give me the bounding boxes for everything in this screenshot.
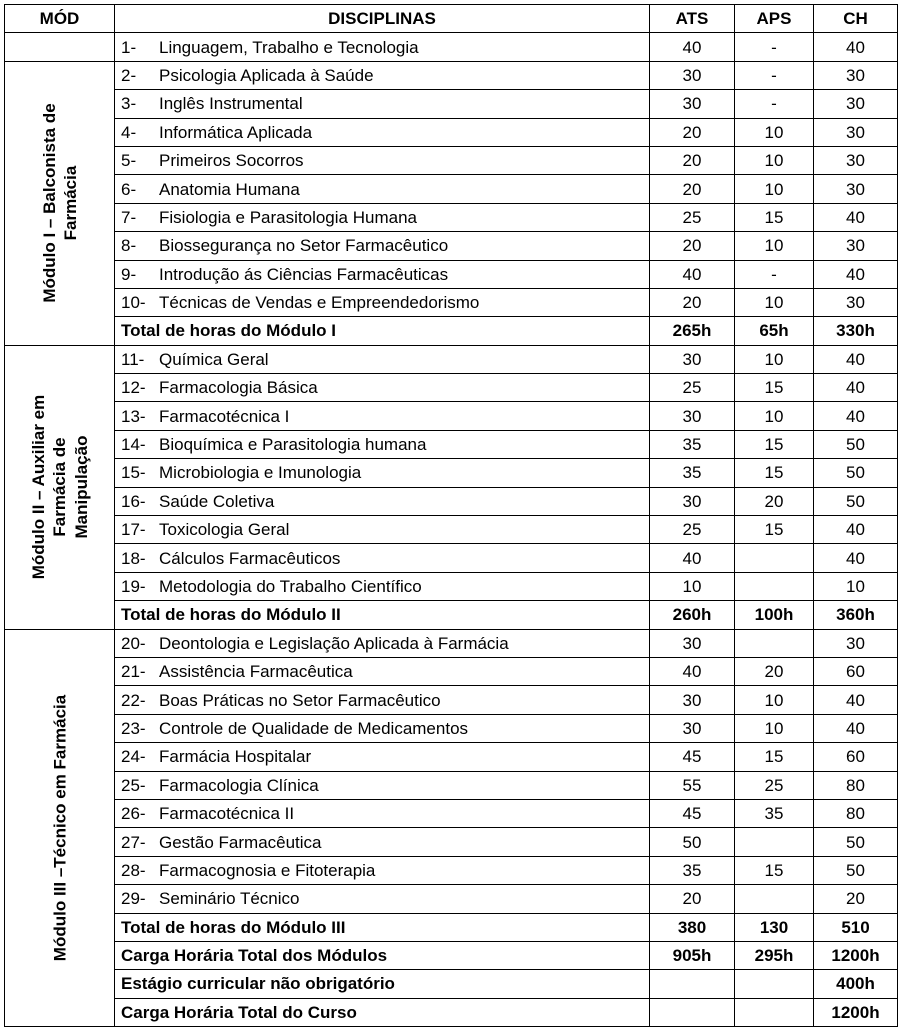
discipline-ch: 10 xyxy=(814,572,898,600)
discipline-row xyxy=(5,459,898,487)
discipline-name-cell xyxy=(115,885,650,913)
discipline-name-cell xyxy=(115,232,650,260)
module-label-cell-m3 xyxy=(5,629,115,1026)
discipline-aps: 15 xyxy=(735,743,814,771)
discipline-name: Bioquímica e Parasitologia humana xyxy=(159,435,427,455)
module-label-cell-m1 xyxy=(5,61,115,345)
total-ats: 380 xyxy=(650,913,735,941)
discipline-name: Farmacologia Básica xyxy=(159,378,318,398)
discipline-name: Introdução ás Ciências Farmacêuticas xyxy=(159,264,449,284)
discipline-number: 23- xyxy=(121,718,146,738)
module-label-m1 xyxy=(38,104,81,303)
discipline-row xyxy=(5,288,898,316)
total-row xyxy=(5,317,898,345)
discipline-row xyxy=(5,61,898,89)
discipline-name: Farmacognosia e Fitoterapia xyxy=(159,860,376,880)
discipline-ats: 30 xyxy=(650,487,735,515)
discipline-ats: 40 xyxy=(650,260,735,288)
discipline-aps: 25 xyxy=(735,771,814,799)
discipline-aps: - xyxy=(735,90,814,118)
discipline-number: 8- xyxy=(121,236,137,256)
total-label: Total de horas do Módulo II xyxy=(115,601,650,629)
discipline-ch: 80 xyxy=(814,771,898,799)
discipline-name: Inglês Instrumental xyxy=(159,94,303,114)
discipline-ats: 10 xyxy=(650,572,735,600)
discipline-name-cell xyxy=(115,90,650,118)
discipline-ch: 40 xyxy=(814,544,898,572)
discipline-number: 9- xyxy=(121,264,137,284)
discipline-aps: 15 xyxy=(735,856,814,884)
discipline-aps: 10 xyxy=(735,686,814,714)
discipline-name-cell xyxy=(115,828,650,856)
discipline-number: 3- xyxy=(121,94,137,114)
discipline-ats: 35 xyxy=(650,856,735,884)
discipline-number: 10- xyxy=(121,293,146,313)
header-ats: ATS xyxy=(650,5,735,33)
discipline-number: 5- xyxy=(121,151,137,171)
discipline-name: Farmacotécnica II xyxy=(159,804,295,824)
discipline-number: 7- xyxy=(121,207,137,227)
discipline-number: 17- xyxy=(121,520,146,540)
discipline-ch: 30 xyxy=(814,146,898,174)
discipline-ats: 40 xyxy=(650,33,735,61)
discipline-name-cell xyxy=(115,487,650,515)
header-ch: CH xyxy=(814,5,898,33)
discipline-ats: 40 xyxy=(650,544,735,572)
discipline-name-cell xyxy=(115,686,650,714)
header-mod: MÓD xyxy=(5,5,115,33)
discipline-name-cell xyxy=(115,203,650,231)
discipline-name: Controle de Qualidade de Medicamentos xyxy=(159,718,469,738)
module-label-line: Módulo II – Auxiliar em xyxy=(28,394,48,580)
discipline-ch: 60 xyxy=(814,743,898,771)
total-row xyxy=(5,601,898,629)
total-aps: 100h xyxy=(735,601,814,629)
total-aps xyxy=(735,998,814,1026)
discipline-row xyxy=(5,885,898,913)
discipline-name-cell xyxy=(115,544,650,572)
discipline-row xyxy=(5,771,898,799)
discipline-number: 13- xyxy=(121,406,146,426)
discipline-name: Informática Aplicada xyxy=(159,122,313,142)
discipline-ch: 30 xyxy=(814,118,898,146)
discipline-name-cell xyxy=(115,61,650,89)
module-cell-empty xyxy=(5,33,115,61)
module-label-m3 xyxy=(49,695,70,961)
total-label: Estágio curricular não obrigatório xyxy=(115,970,650,998)
total-aps: 295h xyxy=(735,941,814,969)
discipline-ch: 40 xyxy=(814,374,898,402)
discipline-aps: 15 xyxy=(735,516,814,544)
total-ats: 265h xyxy=(650,317,735,345)
module-label-line: Manipulação xyxy=(71,435,91,539)
total-aps xyxy=(735,970,814,998)
discipline-number: 4- xyxy=(121,122,137,142)
discipline-name-cell xyxy=(115,657,650,685)
discipline-aps: 15 xyxy=(735,203,814,231)
total-ats: 260h xyxy=(650,601,735,629)
discipline-name-cell xyxy=(115,459,650,487)
discipline-name-cell xyxy=(115,402,650,430)
discipline-ats: 30 xyxy=(650,61,735,89)
discipline-ch: 40 xyxy=(814,33,898,61)
discipline-name-cell xyxy=(115,430,650,458)
discipline-name: Cálculos Farmacêuticos xyxy=(159,548,341,568)
discipline-ats: 25 xyxy=(650,374,735,402)
discipline-aps xyxy=(735,828,814,856)
discipline-ats: 20 xyxy=(650,232,735,260)
discipline-ats: 30 xyxy=(650,629,735,657)
discipline-aps: 10 xyxy=(735,402,814,430)
table-body xyxy=(5,5,898,1027)
discipline-row xyxy=(5,232,898,260)
module-label-line: Módulo I – Balconista de xyxy=(39,103,59,303)
discipline-aps xyxy=(735,572,814,600)
discipline-row xyxy=(5,544,898,572)
module-label-line: Farmácia de xyxy=(49,437,69,537)
discipline-number: 16- xyxy=(121,491,146,511)
discipline-name-cell xyxy=(115,743,650,771)
discipline-ats: 35 xyxy=(650,459,735,487)
discipline-name-cell xyxy=(115,374,650,402)
discipline-number: 20- xyxy=(121,633,146,653)
total-label: Total de horas do Módulo I xyxy=(115,317,650,345)
discipline-name-cell xyxy=(115,799,650,827)
discipline-ch: 30 xyxy=(814,90,898,118)
discipline-ats: 50 xyxy=(650,828,735,856)
total-row xyxy=(5,913,898,941)
module-label-line: Módulo III –Técnico em Farmácia xyxy=(49,694,69,962)
discipline-number: 12- xyxy=(121,378,146,398)
discipline-name: Anatomia Humana xyxy=(159,179,300,199)
curriculum-table-wrapper xyxy=(4,4,897,1027)
discipline-aps xyxy=(735,885,814,913)
discipline-aps: 10 xyxy=(735,345,814,373)
discipline-number: 24- xyxy=(121,747,146,767)
discipline-row xyxy=(5,430,898,458)
discipline-ats: 20 xyxy=(650,288,735,316)
total-row xyxy=(5,970,898,998)
discipline-name: Gestão Farmacêutica xyxy=(159,832,322,852)
discipline-ch: 50 xyxy=(814,430,898,458)
discipline-ats: 20 xyxy=(650,885,735,913)
discipline-row xyxy=(5,686,898,714)
discipline-row xyxy=(5,374,898,402)
discipline-ch: 30 xyxy=(814,232,898,260)
discipline-number: 26- xyxy=(121,804,146,824)
discipline-ats: 30 xyxy=(650,686,735,714)
module-label-m2 xyxy=(28,395,92,580)
discipline-name: Metodologia do Trabalho Científico xyxy=(159,577,422,596)
discipline-aps: 35 xyxy=(735,799,814,827)
discipline-ats: 25 xyxy=(650,516,735,544)
discipline-aps: 10 xyxy=(735,714,814,742)
total-ch: 1200h xyxy=(814,941,898,969)
discipline-name-cell xyxy=(115,771,650,799)
discipline-name-cell xyxy=(115,33,650,61)
header-aps: APS xyxy=(735,5,814,33)
discipline-row xyxy=(5,146,898,174)
discipline-number: 1- xyxy=(121,37,137,57)
discipline-ch: 50 xyxy=(814,856,898,884)
discipline-number: 15- xyxy=(121,463,146,483)
discipline-name-cell xyxy=(115,118,650,146)
discipline-number: 18- xyxy=(121,548,146,568)
discipline-ats: 30 xyxy=(650,90,735,118)
discipline-ats: 20 xyxy=(650,146,735,174)
discipline-row xyxy=(5,260,898,288)
discipline-aps: 15 xyxy=(735,459,814,487)
discipline-row xyxy=(5,203,898,231)
discipline-aps: 10 xyxy=(735,118,814,146)
discipline-ats: 20 xyxy=(650,118,735,146)
discipline-row xyxy=(5,90,898,118)
discipline-ch: 40 xyxy=(814,260,898,288)
discipline-ch: 50 xyxy=(814,487,898,515)
discipline-aps: 20 xyxy=(735,487,814,515)
discipline-number: 6- xyxy=(121,179,137,199)
module-label-cell-m2 xyxy=(5,345,115,629)
discipline-ats: 35 xyxy=(650,430,735,458)
total-ch: 330h xyxy=(814,317,898,345)
discipline-aps: 10 xyxy=(735,146,814,174)
discipline-aps: - xyxy=(735,61,814,89)
discipline-row xyxy=(5,175,898,203)
discipline-ch: 40 xyxy=(814,686,898,714)
discipline-row xyxy=(5,657,898,685)
discipline-name-cell xyxy=(115,856,650,884)
discipline-aps: 15 xyxy=(735,430,814,458)
discipline-name-cell xyxy=(115,516,650,544)
total-row xyxy=(5,941,898,969)
discipline-row xyxy=(5,572,898,600)
discipline-name: Farmacologia Clínica xyxy=(159,775,319,795)
discipline-number: 14- xyxy=(121,435,146,455)
curriculum-table xyxy=(4,4,898,1027)
discipline-row xyxy=(5,33,898,61)
discipline-row xyxy=(5,828,898,856)
header-row xyxy=(5,5,898,33)
discipline-number: 25- xyxy=(121,775,146,795)
discipline-name-cell xyxy=(115,714,650,742)
discipline-ats: 30 xyxy=(650,402,735,430)
total-ch: 360h xyxy=(814,601,898,629)
discipline-ch: 50 xyxy=(814,459,898,487)
total-ch: 400h xyxy=(814,970,898,998)
discipline-name: Boas Práticas no Setor Farmacêutico xyxy=(159,690,441,710)
discipline-row xyxy=(5,402,898,430)
discipline-ch: 30 xyxy=(814,288,898,316)
discipline-name: Psicologia Aplicada à Saúde xyxy=(159,65,374,85)
discipline-ch: 30 xyxy=(814,175,898,203)
total-row xyxy=(5,998,898,1026)
total-label: Carga Horária Total do Curso xyxy=(115,998,650,1026)
discipline-ats: 40 xyxy=(650,657,735,685)
discipline-name-cell xyxy=(115,629,650,657)
discipline-ch: 20 xyxy=(814,885,898,913)
discipline-ch: 40 xyxy=(814,714,898,742)
discipline-name: Química Geral xyxy=(159,349,269,369)
discipline-name: Fisiologia e Parasitologia Humana xyxy=(159,207,417,227)
discipline-name: Assistência Farmacêutica xyxy=(159,662,353,682)
discipline-name-cell xyxy=(115,288,650,316)
discipline-ch: 50 xyxy=(814,828,898,856)
total-ats: 905h xyxy=(650,941,735,969)
discipline-number: 11- xyxy=(121,349,145,369)
discipline-row xyxy=(5,714,898,742)
discipline-ats: 30 xyxy=(650,345,735,373)
discipline-ch: 80 xyxy=(814,799,898,827)
discipline-name-cell xyxy=(115,146,650,174)
discipline-row xyxy=(5,856,898,884)
discipline-ch: 40 xyxy=(814,203,898,231)
discipline-name: Seminário Técnico xyxy=(159,889,300,909)
discipline-name-cell xyxy=(115,345,650,373)
discipline-aps: 10 xyxy=(735,175,814,203)
discipline-aps: 15 xyxy=(735,374,814,402)
total-ats xyxy=(650,970,735,998)
discipline-name-cell xyxy=(115,175,650,203)
discipline-name: Farmácia Hospitalar xyxy=(159,747,312,767)
header-disciplinas: DISCIPLINAS xyxy=(115,5,650,33)
discipline-name: Microbiologia e Imunologia xyxy=(159,463,362,483)
discipline-name-cell xyxy=(115,260,650,288)
discipline-aps: 10 xyxy=(735,288,814,316)
discipline-ch: 60 xyxy=(814,657,898,685)
total-aps: 65h xyxy=(735,317,814,345)
discipline-name: Primeiros Socorros xyxy=(159,151,304,171)
discipline-ats: 20 xyxy=(650,175,735,203)
discipline-row xyxy=(5,487,898,515)
total-aps: 130 xyxy=(735,913,814,941)
discipline-ch: 40 xyxy=(814,345,898,373)
discipline-name: Toxicologia Geral xyxy=(159,520,290,540)
discipline-name: Linguagem, Trabalho e Tecnologia xyxy=(159,37,419,57)
discipline-name-cell xyxy=(115,572,650,600)
discipline-row xyxy=(5,743,898,771)
discipline-ch: 40 xyxy=(814,402,898,430)
discipline-number: 28- xyxy=(121,860,146,880)
discipline-number: 27- xyxy=(121,832,146,852)
module-label-line: Farmácia xyxy=(60,165,80,241)
discipline-name: Biossegurança no Setor Farmacêutico xyxy=(159,236,449,256)
discipline-ats: 30 xyxy=(650,714,735,742)
discipline-row xyxy=(5,345,898,373)
discipline-ats: 45 xyxy=(650,743,735,771)
discipline-name: Deontologia e Legislação Aplicada à Farmácia xyxy=(159,633,509,653)
discipline-aps: - xyxy=(735,260,814,288)
discipline-number: 19- xyxy=(121,577,146,596)
discipline-row xyxy=(5,799,898,827)
discipline-number: 21- xyxy=(121,662,146,682)
discipline-ch: 30 xyxy=(814,61,898,89)
discipline-ats: 25 xyxy=(650,203,735,231)
discipline-number: 29- xyxy=(121,889,146,909)
discipline-number: 22- xyxy=(121,690,146,710)
discipline-aps: - xyxy=(735,33,814,61)
total-label: Total de horas do Módulo III xyxy=(115,913,650,941)
discipline-row xyxy=(5,516,898,544)
discipline-number: 2- xyxy=(121,65,137,85)
discipline-aps xyxy=(735,544,814,572)
discipline-name: Técnicas de Vendas e Empreendedorismo xyxy=(159,293,480,313)
discipline-row xyxy=(5,118,898,146)
total-ch: 510 xyxy=(814,913,898,941)
discipline-ch: 30 xyxy=(814,629,898,657)
discipline-aps: 20 xyxy=(735,657,814,685)
discipline-ats: 45 xyxy=(650,799,735,827)
discipline-aps: 10 xyxy=(735,232,814,260)
discipline-ch: 40 xyxy=(814,516,898,544)
discipline-ats: 55 xyxy=(650,771,735,799)
total-ch: 1200h xyxy=(814,998,898,1026)
discipline-name: Farmacotécnica I xyxy=(159,406,290,426)
discipline-name: Saúde Coletiva xyxy=(159,491,275,511)
total-label: Carga Horária Total dos Módulos xyxy=(115,941,650,969)
total-ats xyxy=(650,998,735,1026)
discipline-aps xyxy=(735,629,814,657)
discipline-row xyxy=(5,629,898,657)
